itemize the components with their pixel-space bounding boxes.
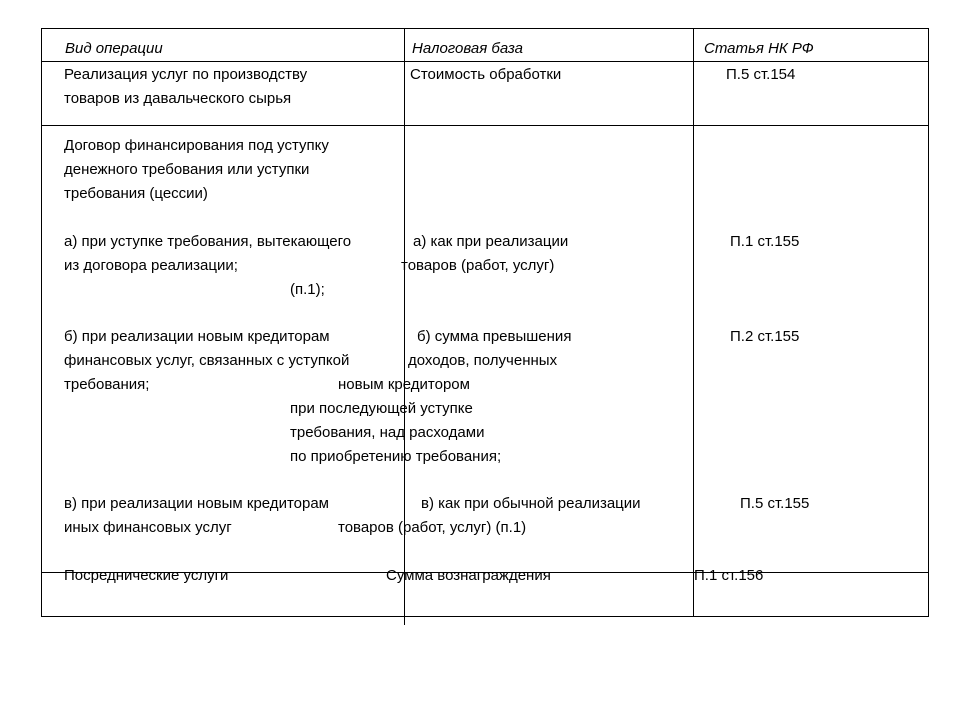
- row1-operation-line2: товаров из давальческого сырья: [64, 90, 292, 107]
- row2-b-operation-line2: финансовых услуг, связанных с уступкой: [64, 352, 350, 369]
- table-divider-row1: [41, 125, 929, 126]
- row2-b-article: П.2 ст.155: [730, 328, 800, 345]
- row2-b-operation-line1: б) при реализации новым кредиторам: [64, 328, 330, 345]
- row2-intro-line3: требования (цессии): [64, 185, 208, 202]
- row2-b-tax-base-line5: требования, над расходами: [290, 424, 485, 441]
- header-operation: Вид операции: [65, 40, 163, 57]
- row1-article: П.5 ст.154: [726, 66, 796, 83]
- row1-tax-base: Стоимость обработки: [410, 66, 562, 83]
- row2-c-tax-base-line2: товаров (работ, услуг) (п.1): [338, 519, 527, 536]
- row2-b-operation-line3: требования;: [64, 376, 150, 393]
- row3-tax-base: Сумма вознаграждения: [386, 567, 551, 584]
- table-divider-col2: [693, 28, 694, 617]
- row2-b-tax-base-line2: доходов, полученных: [408, 352, 558, 369]
- row2-b-tax-base-line4: при последующей уступке: [290, 400, 473, 417]
- row2-c-article: П.5 ст.155: [740, 495, 810, 512]
- row2-c-tax-base-line1: в) как при обычной реализации: [421, 495, 641, 512]
- header-article: Статья НК РФ: [704, 40, 814, 57]
- row2-b-tax-base-line1: б) сумма превышения: [417, 328, 572, 345]
- table-border-top: [41, 28, 929, 29]
- row2-a-tax-base-line2: товаров (работ, услуг): [401, 257, 555, 274]
- table-border-left: [41, 28, 42, 617]
- row2-a-tax-base-line1: а) как при реализации: [413, 233, 569, 250]
- row2-c-operation-line2: иных финансовых услуг: [64, 519, 232, 536]
- header-tax-base: Налоговая база: [412, 40, 523, 57]
- table-border-bottom: [41, 616, 929, 617]
- row3-article: П.1 ст.156: [694, 567, 764, 584]
- table-border-right: [928, 28, 929, 617]
- row2-a-tax-base-line3: (п.1);: [290, 281, 325, 298]
- table-divider-header: [41, 61, 929, 62]
- row2-c-operation-line1: в) при реализации новым кредиторам: [64, 495, 329, 512]
- row2-intro-line1: Договор финансирования под уступку: [64, 137, 329, 154]
- row2-a-article: П.1 ст.155: [730, 233, 800, 250]
- row2-a-operation-line1: а) при уступке требования, вытекающего: [64, 233, 352, 250]
- row3-operation: Посреднические услуги: [64, 567, 229, 584]
- row1-operation-line1: Реализация услуг по производству: [64, 66, 308, 83]
- row2-b-tax-base-line3: новым кредитором: [338, 376, 470, 393]
- row2-a-operation-line2: из договора реализации;: [64, 257, 238, 274]
- row2-intro-line2: денежного требования или уступки: [64, 161, 310, 178]
- row2-b-tax-base-line6: по приобретению требования;: [290, 448, 502, 465]
